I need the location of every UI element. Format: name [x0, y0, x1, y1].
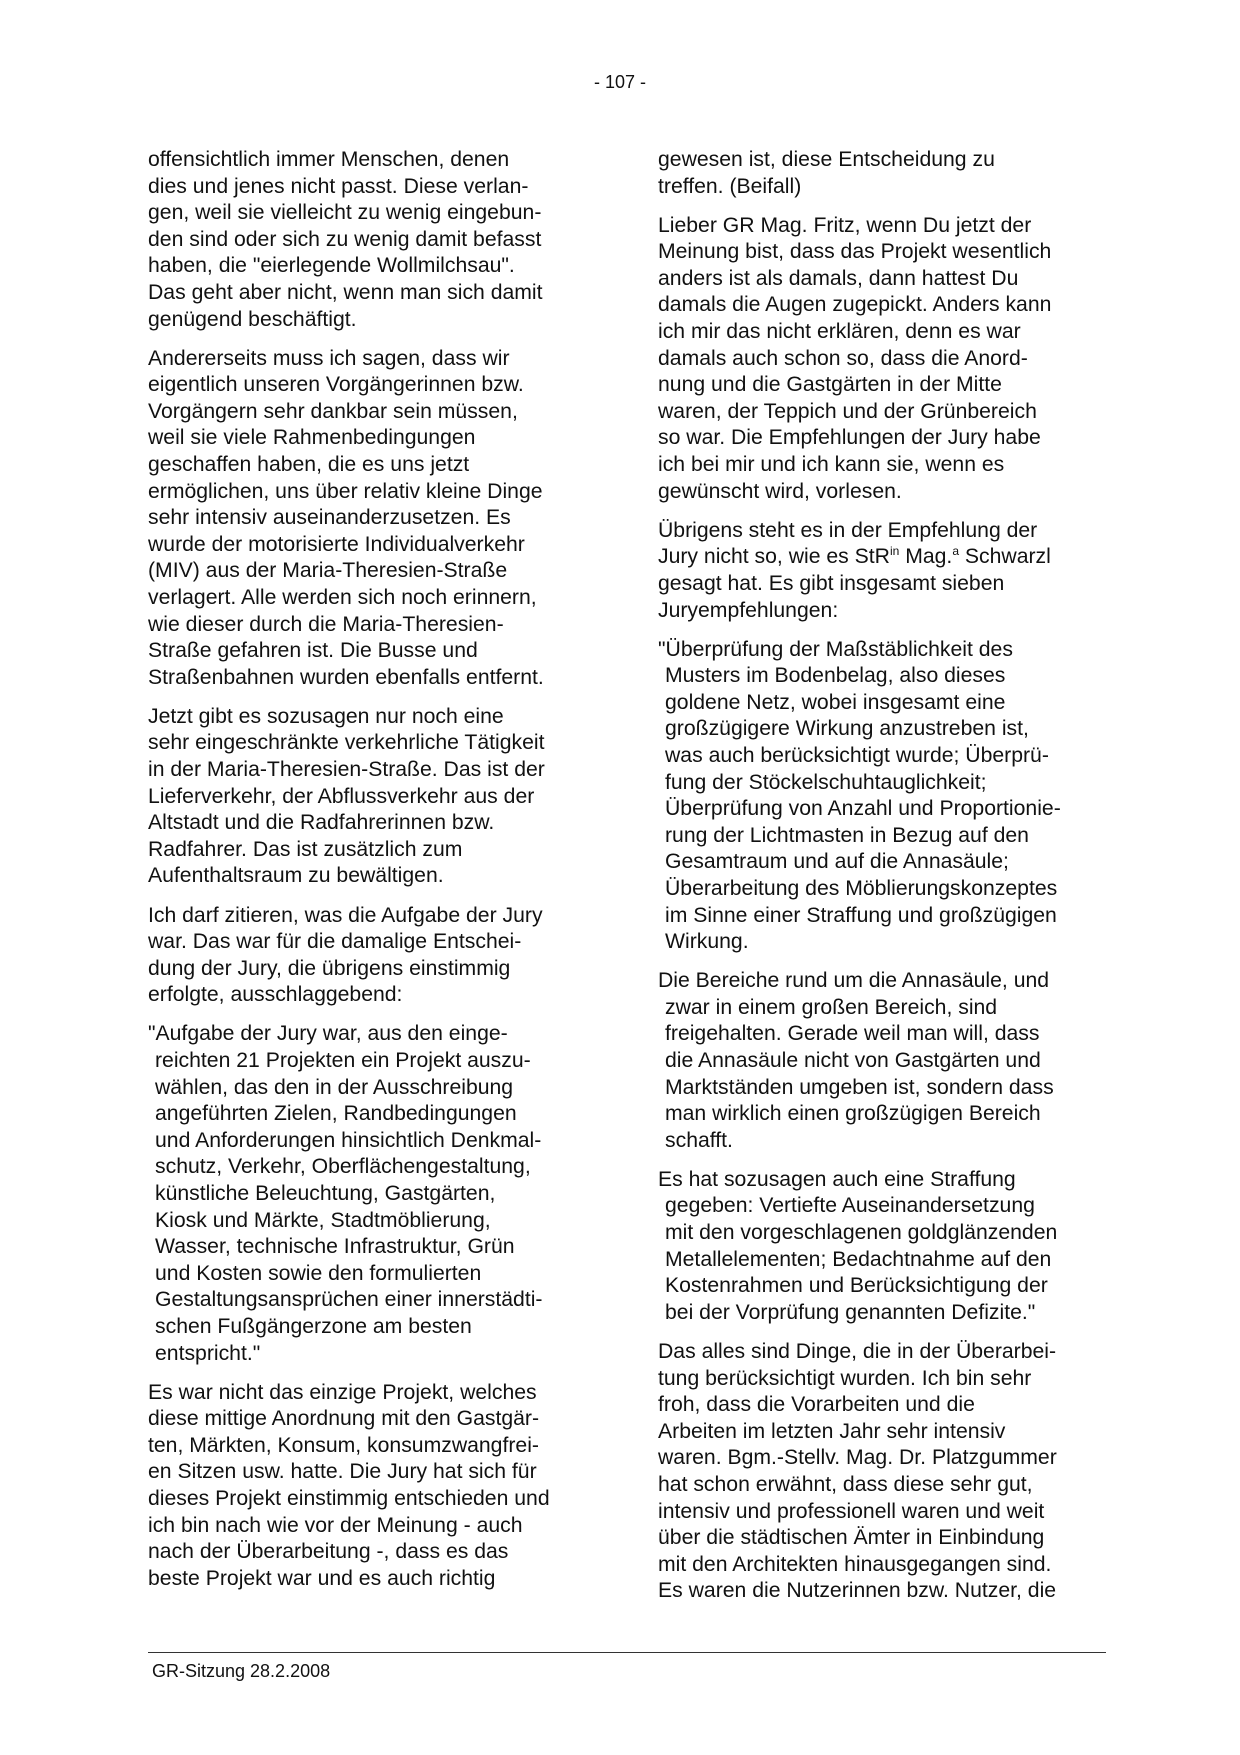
page-number: - 107 - [593, 72, 647, 92]
paragraph [658, 147, 1108, 200]
text-line: offensichtlich immer Menschen, denen [148, 148, 510, 171]
superscript: in [889, 544, 900, 559]
text-line: schutz, Verkehr, Oberflächengestaltung, [155, 1155, 531, 1179]
text-line: wählen, das den in der Ausschreibung [155, 1075, 514, 1099]
text-line [658, 544, 1108, 571]
paragraph [148, 346, 592, 692]
text-line: genügend beschäftigt. [148, 307, 357, 331]
text-line: und Anforderungen hinsichtlich Denkmal- [155, 1128, 542, 1152]
quote-paragraph [658, 968, 1108, 1154]
text-line: dieses Projekt einstimmig entschieden und [148, 1487, 550, 1510]
quote-paragraph [658, 1167, 1108, 1327]
text-line: Wasser, technische Infrastruktur, Grün [155, 1235, 515, 1259]
text-line: mit den Architekten hinausgegangen sind. [658, 1552, 1052, 1576]
text-line: was auch berücksichtigt wurde; Überprü- [665, 743, 1049, 767]
text-line: gewünscht wird, vorlesen. [658, 479, 902, 503]
paragraph [658, 1339, 1108, 1605]
quote-paragraph [148, 1021, 592, 1367]
text-line: entspricht." [155, 1341, 261, 1365]
text-line: Kostenrahmen und Berücksichtigung der [665, 1274, 1048, 1298]
footer-text: GR-Sitzung 28.2.2008 [152, 1661, 331, 1681]
text-line: hat schon erwähnt, dass diese sehr gut, [658, 1472, 1033, 1496]
text-line: geschaffen haben, die es uns jetzt [148, 453, 470, 477]
text-line: nung und die Gastgärten in der Mitte [658, 373, 1002, 397]
text-line: ich mir das nicht erklären, denn es war [658, 320, 1021, 344]
paragraph [658, 213, 1108, 506]
text-line: Aufenthaltsraum zu bewältigen. [148, 864, 444, 888]
text-line: verlagert. Alle werden sich noch erinnern, [148, 586, 537, 609]
right-column [658, 147, 1108, 1617]
text-line: Jetzt gibt es sozusagen nur noch eine [148, 704, 504, 728]
text-line: ten, Märkten, Konsum, konsumzwangfrei- [148, 1433, 539, 1457]
left-column [148, 147, 592, 1605]
text-line: schen Fußgängerzone am besten [155, 1314, 472, 1338]
paragraph [148, 147, 592, 333]
text-line: freigehalten. Gerade weil man will, dass [665, 1022, 1040, 1046]
text-line: sehr intensiv auseinanderzusetzen. Es [148, 506, 511, 530]
text-line: Es hat sozusagen auch eine Straffung [658, 1167, 1016, 1191]
text-line: schafft. [665, 1128, 733, 1152]
text-line: "Aufgabe der Jury war, aus den einge- [148, 1022, 508, 1046]
text-line: Radfahrer. Das ist zusätzlich zum [148, 837, 463, 861]
text-line: Marktständen umgeben ist, sondern dass [665, 1075, 1054, 1099]
text-line: sehr eingeschränkte verkehrliche Tätigkeit [148, 731, 545, 755]
text-line: Ich darf zitieren, was die Aufgabe der Jury [148, 903, 543, 927]
text-line: Kiosk und Märkte, Stadtmöblierung, [155, 1208, 491, 1232]
quote-paragraph [658, 637, 1108, 956]
text-line: Es war nicht das einzige Projekt, welches [148, 1380, 537, 1404]
text-line: angeführten Zielen, Randbedingungen [155, 1102, 517, 1126]
text-line: in der Maria-Theresien-Straße. Das ist der [148, 758, 545, 782]
text-line: gesagt hat. Es gibt insgesamt sieben [658, 571, 1005, 595]
text-line: die Annasäule nicht von Gastgärten und [665, 1049, 1041, 1072]
text-line: den sind oder sich zu wenig damit befasst [148, 227, 542, 251]
text-line: und Kosten sowie den formulierten [155, 1261, 482, 1285]
text-line: Übrigens steht es in der Empfehlung der [658, 518, 1038, 542]
text-line: Straße gefahren ist. Die Busse und [148, 639, 478, 663]
text-line: dung der Jury, die übrigens einstimmig [148, 956, 511, 980]
text-line: intensiv und professionell waren und weit [658, 1499, 1045, 1523]
footer-divider [148, 1652, 1106, 1653]
text-line: gegeben: Vertiefte Auseinandersetzung [665, 1194, 1035, 1218]
text-line: bei der Vorprüfung genannten Defizite." [665, 1300, 1036, 1324]
text-line: waren. Bgm.-Stellv. Mag. Dr. Platzgummer [658, 1446, 1057, 1470]
text-line: gewesen ist, diese Entscheidung zu [658, 148, 995, 171]
text-line: Arbeiten im letzten Jahr sehr intensiv [658, 1419, 1006, 1443]
text-line: Gesamtraum und auf die Annasäule; [665, 850, 1009, 874]
text-line: goldene Netz, wobei insgesamt eine [665, 690, 1006, 714]
text-line: Gestaltungsansprüchen einer innerstädti- [155, 1288, 543, 1312]
text-line: im Sinne einer Straffung und großzügigen [665, 903, 1057, 927]
text-line: haben, die "eierlegende Wollmilchsau". [148, 254, 515, 278]
text-line: anders ist als damals, dann hattest Du [658, 266, 1019, 290]
text-line: großzügigere Wirkung anzustreben ist, [665, 717, 1029, 741]
text-line: Juryempfehlungen: [658, 598, 839, 622]
text-line: treffen. (Beifall) [658, 174, 802, 198]
text-line: beste Projekt war und es auch richtig [148, 1566, 496, 1590]
text-line: Altstadt und die Radfahrerinnen bzw. [148, 811, 495, 835]
text-line: gen, weil sie vielleicht zu wenig eingebun- [148, 201, 542, 225]
text-line: Das geht aber nicht, wenn man sich damit [148, 280, 543, 304]
text-line: (MIV) aus der Maria-Theresien-Straße [148, 559, 508, 583]
text-line: Meinung bist, dass das Projekt wesentlich [658, 240, 1052, 264]
text-line: zwar in einem großen Bereich, sind [665, 995, 998, 1019]
paragraph [148, 1380, 592, 1593]
text-line: Andererseits muss ich sagen, dass wir [148, 346, 510, 370]
text-line: ich bin nach wie vor der Meinung - auch [148, 1513, 523, 1537]
paragraph [148, 704, 592, 890]
text-line: Das alles sind Dinge, die in der Überarbei- [658, 1339, 1057, 1363]
text-line: fung der Stöckelschuhtauglichkeit; [665, 770, 987, 794]
text-line: nach der Überarbeitung -, dass es das [148, 1540, 509, 1564]
text-line: damals auch schon so, dass die Anord- [658, 346, 1028, 370]
text-line: Wirkung. [665, 930, 749, 954]
text-line: Es waren die Nutzerinnen bzw. Nutzer, die [658, 1579, 1057, 1603]
text-line: Vorgängern sehr dankbar sein müssen, [148, 399, 518, 423]
text-line: "Überprüfung der Maßstäblichkeit des [658, 637, 1013, 661]
text-line: Metallelementen; Bedachtnahme auf den [665, 1247, 1052, 1271]
text-line: war. Das war für die damalige Entschei- [148, 930, 522, 954]
text-line: dies und jenes nicht passt. Diese verlan- [148, 174, 529, 198]
text-fragment: Mag. [899, 545, 953, 569]
text-line: ich bei mir und ich kann sie, wenn es [658, 453, 1005, 477]
text-line: diese mittige Anordnung mit den Gastgär- [148, 1407, 540, 1431]
text-line: froh, dass die Vorarbeiten und die [658, 1393, 975, 1417]
text-line: erfolgte, ausschlaggebend: [148, 983, 403, 1007]
text-line: wurde der motorisierte Individualverkehr [148, 532, 525, 556]
text-line: Musters im Bodenbelag, also dieses [665, 664, 1006, 688]
text-line: tung berücksichtigt wurden. Ich bin sehr [658, 1366, 1032, 1390]
text-line: man wirklich einen großzügigen Bereich [665, 1102, 1041, 1126]
text-fragment: Schwarzl [959, 545, 1051, 569]
text-line: künstliche Beleuchtung, Gastgärten, [155, 1181, 496, 1205]
paragraph-with-superscripts [658, 518, 1108, 624]
text-line: so war. Die Empfehlungen der Jury habe [658, 426, 1041, 450]
text-line: Überprüfung von Anzahl und Proportionie- [665, 797, 1061, 821]
text-line: en Sitzen usw. hatte. Die Jury hat sich für [148, 1460, 537, 1484]
superscript: a [952, 544, 959, 559]
text-line: wie dieser durch die Maria-Theresien- [148, 612, 504, 636]
paragraph [148, 903, 592, 1009]
text-line: Die Bereiche rund um die Annasäule, und [658, 969, 1050, 993]
text-line: Straßenbahnen wurden ebenfalls entfernt. [148, 665, 544, 689]
text-line: damals die Augen zugepickt. Anders kann [658, 293, 1052, 317]
text-line: ermöglichen, uns über relativ kleine Dinge [148, 479, 543, 503]
text-line: Lieber GR Mag. Fritz, wenn Du jetzt der [658, 213, 1032, 237]
text-line: rung der Lichtmasten in Bezug auf den [665, 823, 1029, 847]
text-line: waren, der Teppich und der Grünbereich [658, 399, 1037, 423]
text-line: eigentlich unseren Vorgängerinnen bzw. [148, 373, 524, 397]
text-line: mit den vorgeschlagenen goldglänzenden [665, 1221, 1058, 1245]
text-line: reichten 21 Projekten ein Projekt auszu- [155, 1049, 531, 1072]
text-line: weil sie viele Rahmenbedingungen [148, 426, 476, 450]
text-fragment: Jury nicht so, wie es StR [658, 545, 890, 569]
text-line: über die städtischen Ämter in Einbindung [658, 1526, 1045, 1550]
text-line: Überarbeitung des Möblierungskonzeptes [665, 876, 1058, 900]
text-line: Lieferverkehr, der Abflussverkehr aus der [148, 784, 535, 808]
